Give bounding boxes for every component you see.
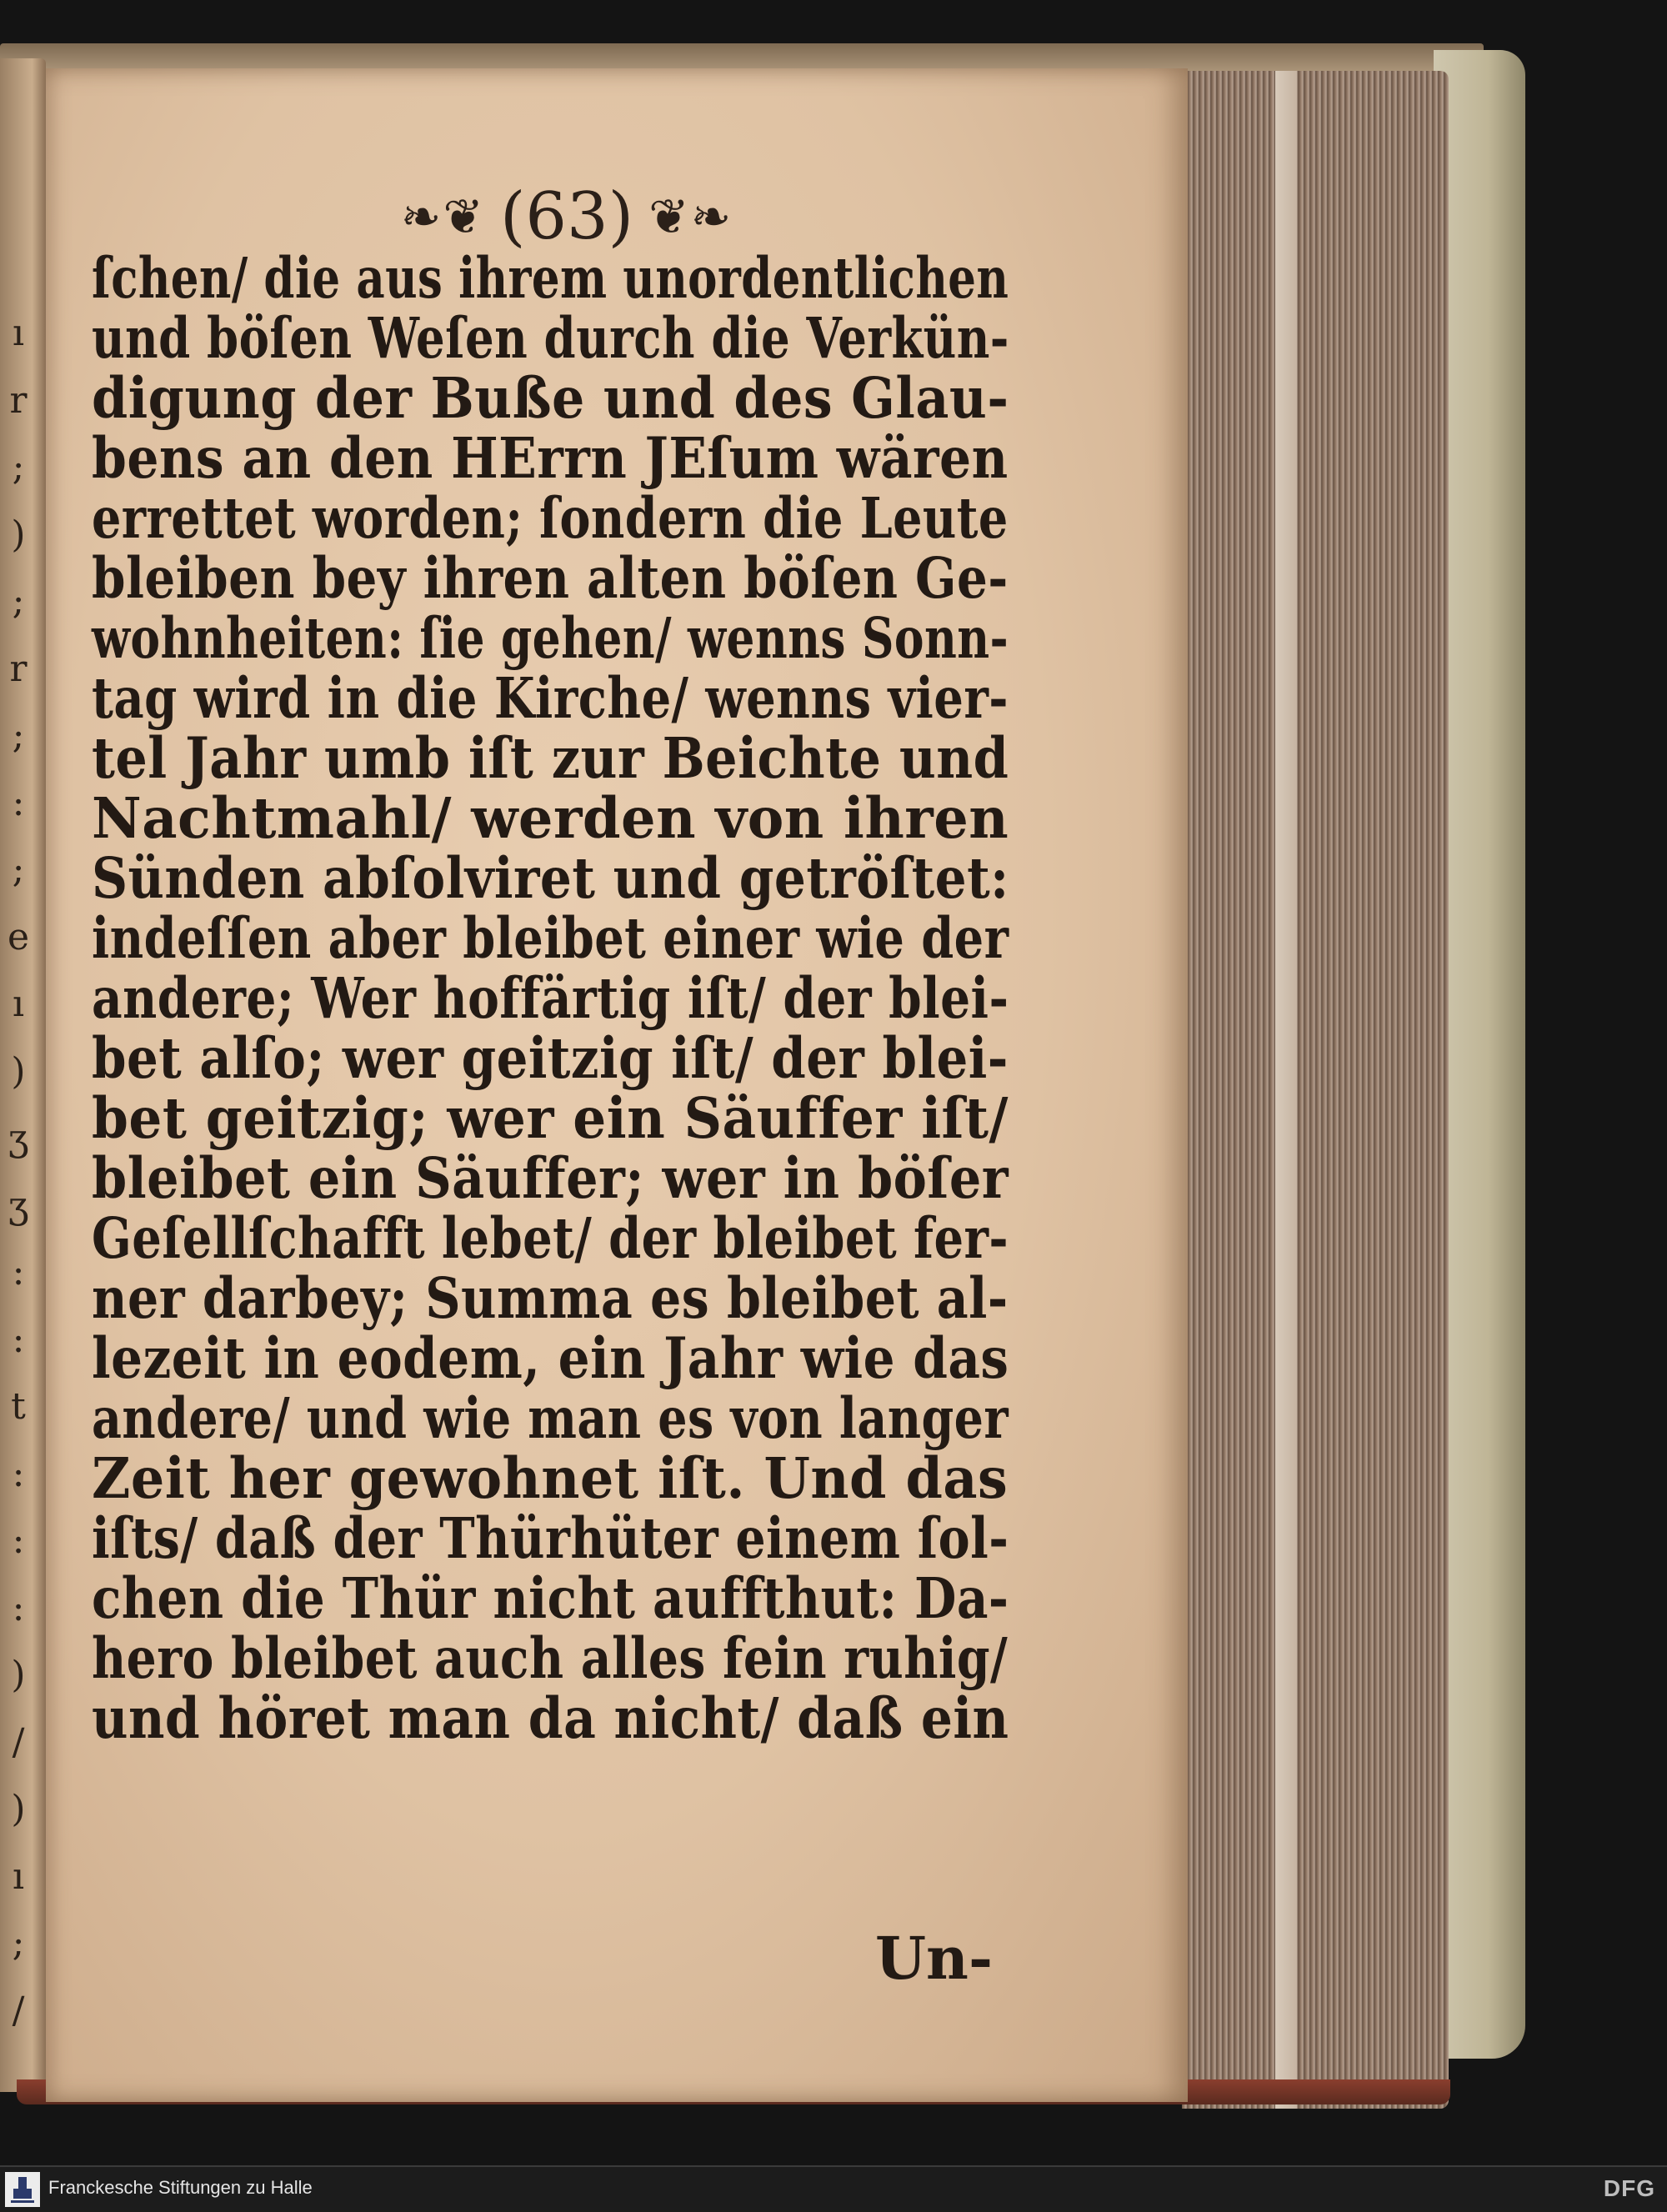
text-line: Zeit her gewohnet iſt. Und das — [92, 1445, 1009, 1511]
text-line: hero bleibet auch alles fein ruhig/ — [92, 1625, 1009, 1691]
text-line: errettet worden; ſondern die Leute — [92, 485, 1009, 551]
text-line: lezeit in eodem, ein Jahr wie das — [92, 1325, 1009, 1391]
left-page-margin-text: ı r ; ) ; r ; : ; e ı ) ʒ ʒ : : t : : : ) / ) ı ; / — [7, 312, 30, 2032]
page-number: (63) — [499, 179, 634, 254]
text-line: andere; Wer hoffärtig iſt/ der blei- — [92, 965, 1009, 1031]
viewer-footer — [0, 2165, 1667, 2212]
text-line: andere/ und wie man es von langer — [92, 1385, 1009, 1451]
text-line: Nachtmahl/ werden von ihren — [92, 785, 1009, 851]
text-line: wohnheiten: ſie gehen/ wenns Sonn- — [92, 605, 1009, 671]
dfg-badge: DFG — [1603, 2175, 1655, 2201]
text-line: Geſellſchafft lebet/ der bleibet fer- — [92, 1205, 1009, 1271]
text-line: indeſſen aber bleibet einer wie der — [92, 905, 1009, 971]
text-line: und böſen Weſen durch die Verkün- — [92, 305, 1009, 371]
institution-logo-icon — [5, 2172, 40, 2207]
left-page-edge — [0, 58, 46, 2092]
text-line: Sünden abſolviret und getröſtet: — [92, 845, 1009, 911]
page-body-text — [92, 245, 1017, 1751]
catchword: Un- — [875, 1924, 993, 1993]
text-line: ſchen/ die aus ihrem unordentlichen — [92, 245, 1009, 311]
text-line: digung der Buße und des Glau- — [92, 365, 1009, 431]
page-edges-gap — [1275, 71, 1297, 2109]
institution-name: Franckesche Stiftungen zu Halle — [48, 2177, 313, 2198]
text-line: chen die Thür nicht auffthut: Da- — [92, 1565, 1009, 1631]
ornament-right-icon: ❦❧ — [648, 188, 733, 245]
text-line: bet alſo; wer geitzig iſt/ der blei- — [92, 1025, 1009, 1091]
page-edges — [1182, 71, 1449, 2109]
text-line: bleibet ein Säuffer; wer in böſer — [92, 1145, 1009, 1211]
text-line: und höret man da nicht/ daß ein — [92, 1685, 1009, 1751]
text-line: tag wird in die Kirche/ wenns vier- — [92, 665, 1009, 731]
text-line: ner darbey; Summa es bleibet al- — [92, 1265, 1009, 1331]
text-line: tel Jahr umb iſt zur Beichte und — [92, 725, 1009, 791]
text-line: bet geitzig; wer ein Säuffer iſt/ — [92, 1085, 1009, 1151]
text-line: bens an den HErrn JEſum wären — [92, 425, 1009, 491]
ornament-left-icon: ❧❦ — [400, 188, 485, 245]
text-line: bleiben bey ihren alten böſen Ge- — [92, 545, 1009, 611]
text-line: iſts/ daß der Thürhüter einem ſol- — [92, 1505, 1009, 1571]
